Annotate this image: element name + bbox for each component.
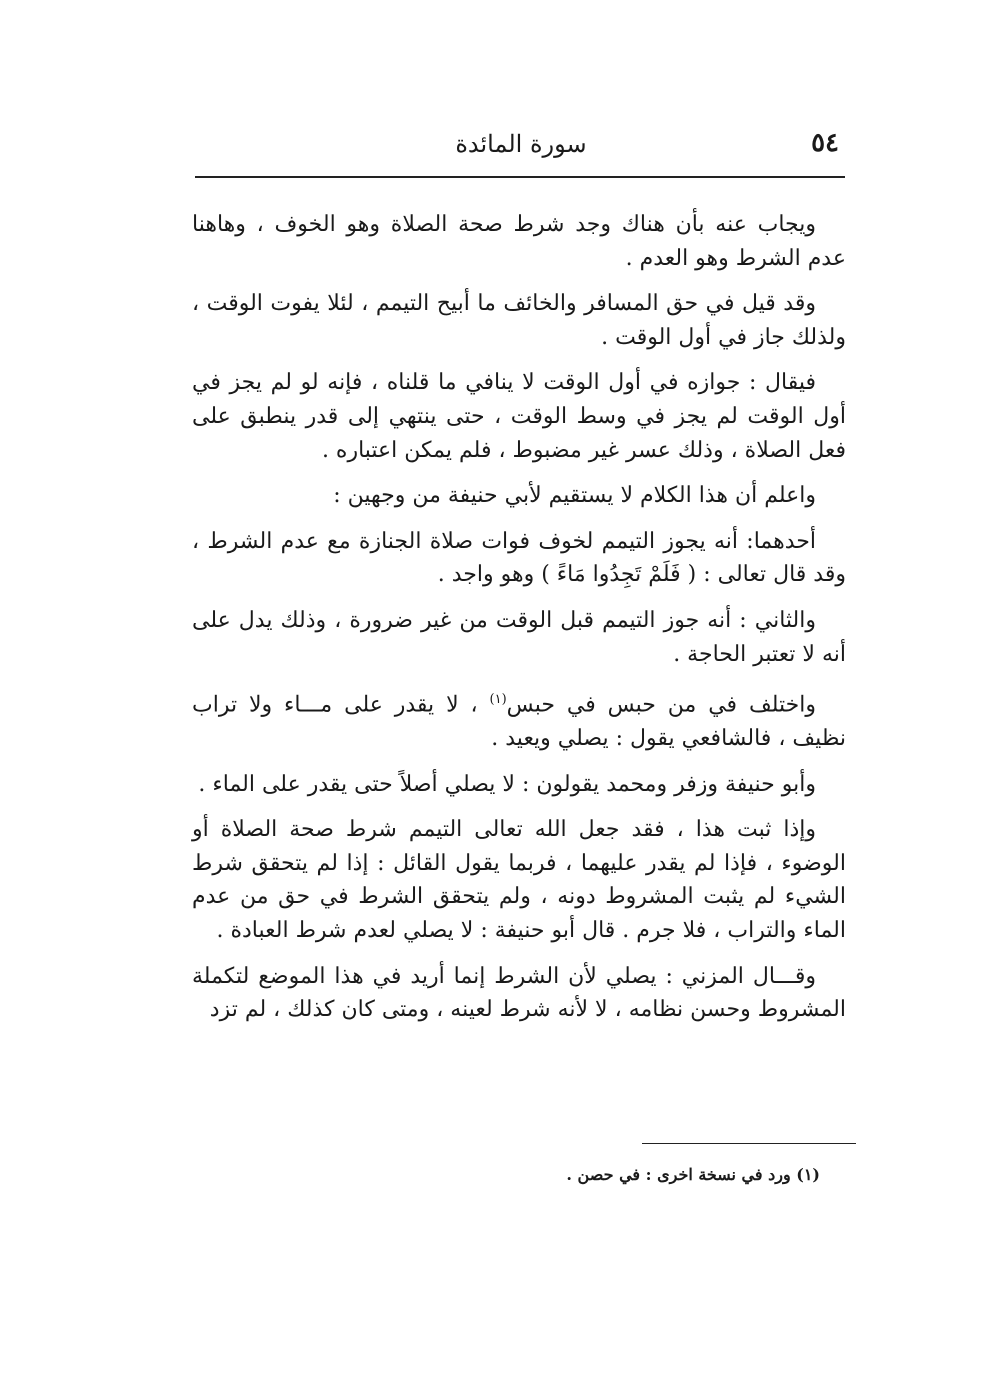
paragraph: والثاني : أنه جوز التيمم قبل الوقت من غير ضرورة ، وذلك يدل على أنه لا تعتبر الحاجة . — [192, 607, 846, 667]
paragraph-with-footnote — [192, 683, 846, 756]
paragraph: أحدهما: أنه يجوز التيمم لخوف فوات صلاة الجنازة مع عدم الشرط ، وقد قال تعالى : ( فَلَمْ تَجِدُوا مَاءً ) وهو واجد . — [192, 528, 846, 588]
footnote: (١) ورد في نسخة اخرى : في حصن . — [566, 1165, 820, 1184]
paragraph: وإذا ثبت هذا ، فقد جعل الله تعالى التيمم شرط صحة الصلاة أو الوضوء ، فإذا لم يقدر عليهما ، فربما يقول القائل : إذا لم يتحقق شرط الشيء لم يثبت المشروط دونه ، ولم يتحقق الشرط في حق من عدم الماء والتراب ، فلا جرم . قال أبو حنيفة : لا يصلي لعدم شرط العبادة . — [192, 817, 846, 944]
paragraph: وأبو حنيفة وزفر ومحمد يقولون : لا يصلي أصلاً حتى يقدر على الماء . — [198, 771, 816, 797]
paragraph: وقد قيل في حق المسافر والخائف ما أبيح التيمم ، لئلا يفوت الوقت ، ولذلك جاز في أول الوقت . — [192, 291, 846, 350]
paragraph: واعلم أن هذا الكلام لا يستقيم لأبي حنيفة من وجهين : — [333, 483, 816, 509]
paragraph-text: ، لا يقدر على مـــاء ولا تراب نظيف ، فالشافعي يقول : يصلي ويعيد . — [192, 692, 846, 752]
page-number: ٥٤ — [811, 128, 839, 158]
footnote-rule — [642, 1143, 856, 1144]
page-header — [195, 118, 847, 178]
paragraph: فيقال : جوازه في أول الوقت لا ينافي ما قلناه ، فإنه لو لم يجز في أول الوقت لم يجز في وسط الوقت ، حتى ينتهي إلى قدر ينطبق على فعل الصلاة ، وذلك عسر غير مضبوط ، فلم يمكن اعتباره . — [192, 370, 846, 463]
running-title: سورة المائدة — [455, 130, 587, 158]
footnote-marker: (١) — [489, 692, 507, 708]
paragraph-text: واختلف في من حبس في حبس — [506, 692, 816, 718]
paragraph: ويجاب عنه بأن هناك وجد شرط صحة الصلاة وهو الخوف ، وهاهنا عدم الشرط وهو العدم . — [192, 212, 846, 271]
paragraph: وقـــال المزني : يصلي لأن الشرط إنما أريد في هذا الموضع لتكملة المشروط وحسن نظامه ، لا لأنه شرط لعينه ، ومتى كان كذلك ، لم تزد — [192, 963, 846, 1023]
header-rule — [195, 176, 845, 178]
body-text — [192, 208, 846, 1039]
